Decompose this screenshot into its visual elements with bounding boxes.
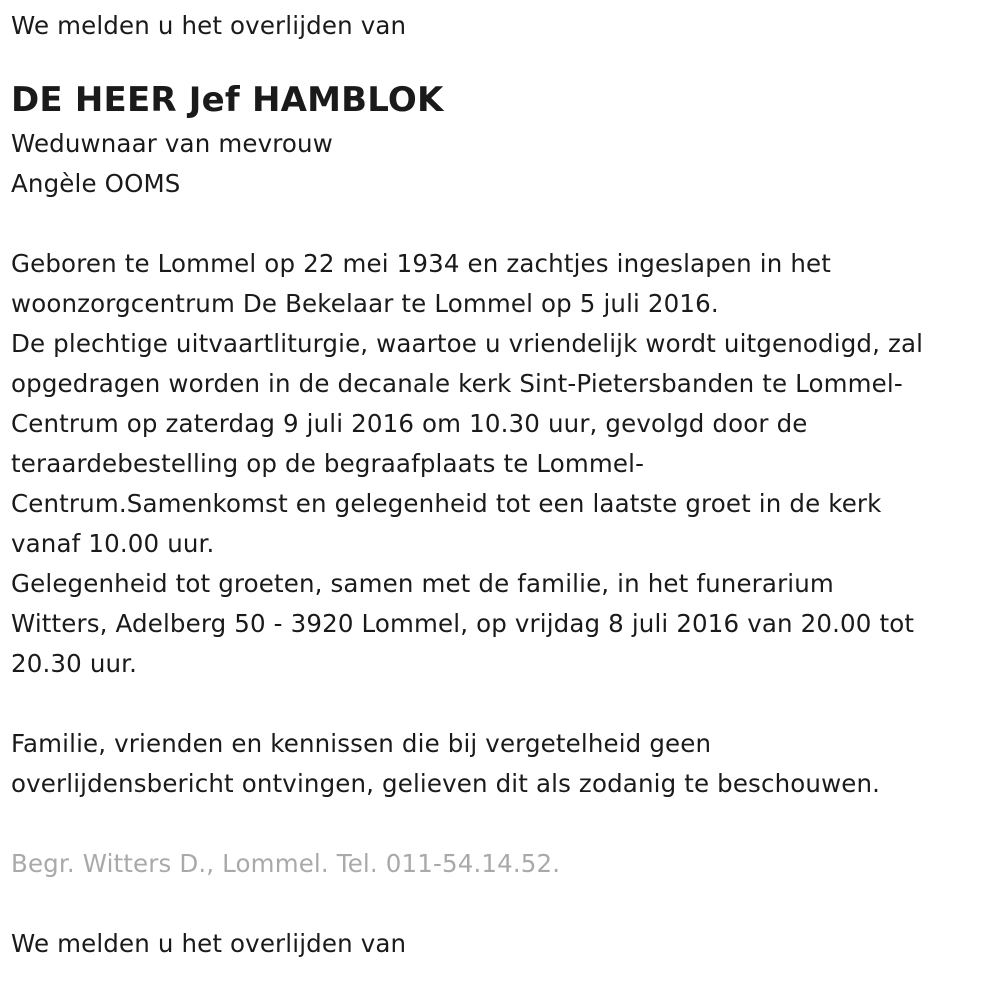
spouse-line-1: Weduwnaar van mevrouw (11, 129, 333, 158)
family-line: overlijdensbericht ontvingen, gelieven dit als zodanig te beschouwen. (11, 769, 881, 798)
spacer (11, 204, 996, 244)
family-line: Familie, vrienden en kennissen die bij vergetelheid geen (11, 729, 712, 758)
spacer (11, 804, 996, 844)
funeral-details (11, 244, 996, 684)
body-line: Gelegenheid tot groeten, samen met de familie, in het funerarium (11, 569, 834, 598)
body-line: opgedragen worden in de decanale kerk Sint-Pietersbanden te Lommel- (11, 369, 903, 398)
spacer (11, 884, 996, 924)
spacer (11, 684, 996, 724)
obituary-page (11, 0, 996, 964)
intro-text: We melden u het overlijden van (11, 11, 407, 40)
body-line: De plechtige uitvaartliturgie, waartoe u vriendelijk wordt uitgenodigd, zal (11, 329, 924, 358)
body-line: Geboren te Lommel op 22 mei 1934 en zachtjes ingeslapen in het (11, 249, 831, 278)
next-intro-text: We melden u het overlijden van (11, 929, 407, 958)
body-line: 20.30 uur. (11, 649, 138, 678)
undertaker-info: Begr. Witters D., Lommel. Tel. 011-54.14.52. (11, 849, 561, 878)
spouse-line-2: Angèle OOMS (11, 169, 181, 198)
body-line: vanaf 10.00 uur. (11, 529, 215, 558)
deceased-name: DE HEER Jef HAMBLOK (11, 80, 444, 120)
body-line: Centrum.Samenkomst en gelegenheid tot een laatste groet in de kerk (11, 489, 882, 518)
family-note (11, 724, 996, 804)
body-line: Witters, Adelberg 50 - 3920 Lommel, op vrijdag 8 juli 2016 van 20.00 tot (11, 609, 915, 638)
body-line: Centrum op zaterdag 9 juli 2016 om 10.30 uur, gevolgd door de (11, 409, 808, 438)
body-line: teraardebestelling op de begraafplaats te Lommel- (11, 449, 645, 478)
body-line: woonzorgcentrum De Bekelaar te Lommel op 5 juli 2016. (11, 289, 719, 318)
